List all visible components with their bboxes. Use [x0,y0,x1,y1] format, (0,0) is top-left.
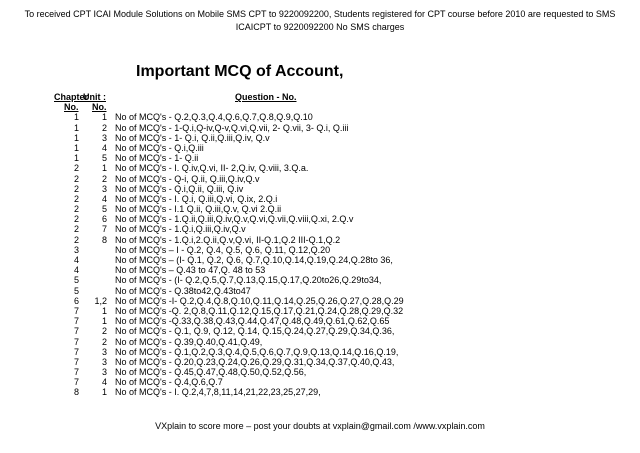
unit-cell: 1 [101,112,107,123]
questions-cell: No of MCQ's - 1- Q.i, Q.ii,Q.iii,Q.iv, Q.v [115,132,270,143]
chapter-cell: 1 [73,122,79,133]
questions-cell: No of MCQ's - 1.Q.i,Q.iii,Q.iv,Q.v [115,224,246,235]
chapter-cell: 4 [73,255,79,265]
unit-cell: 1 [101,163,107,174]
chapter-cell: 1 [73,112,79,123]
question-header: Question - No. [235,92,297,102]
unit-cell: 1 [101,316,107,327]
unit-cell: 1 [101,387,107,398]
questions-cell: No of MCQ's - Q.45,Q.47,Q.48,Q.50,Q.52,Q.56, [115,367,307,378]
questions-cell: No of MCQ's - Q.i,Q.iii [115,142,204,153]
questions-cell: No of MCQ's - Q.2,Q.3,Q.4,Q.6,Q.7,Q.8,Q.9,Q.10 [115,112,313,123]
chapter-cell: 2 [73,224,79,235]
questions-cell: No of MCQ's - Q.39,Q.40,Q.41,Q.49, [115,336,263,347]
unit-cell: 3 [101,132,107,143]
chapter-cell: 2 [73,193,79,204]
questions-cell: No of MCQ's - Q.i,Q.ii, Q.iii, Q.iv [115,183,244,194]
chapter-cell: 2 [73,234,79,245]
unit-no-header: No. [92,102,107,113]
unit-cell: 4 [101,377,107,388]
unit-cell: 1 [101,305,107,316]
questions-cell: No of MCQ's - I. Q.iv,Q.vi, II- 2,Q.iv, Q.viii, 3.Q.a. [115,163,309,174]
questions-cell: No of MCQ's - 1.Q.i,2.Q.ii,Q.v,Q.vi, II-Q.1,Q.2 III-Q.1,Q.2 [115,234,341,245]
chapter-cell: 7 [73,336,79,347]
questions-cell: No of MCQ's - Q.20,Q.23,Q.24,Q.26,Q.29,Q.31,Q.34,Q.37,Q.40,Q.43, [115,356,395,367]
chapter-cell: 7 [73,346,79,357]
questions-cell: No of MCQ's – I - Q.2, Q.4, Q.5, Q.6, Q.11, Q.12,Q.20 [115,244,331,255]
footer-note: VXplain to score more – post your doubts at vxplain@gmail.com /www.vxplain.com [155,421,485,431]
chapter-cell: 7 [73,367,79,378]
unit-cell: 2 [101,336,107,347]
unit-cell: 3 [101,346,107,357]
unit-cell: 3 [101,183,107,194]
unit-cell: 4 [101,142,107,153]
chapter-cell: 3 [73,244,79,255]
questions-cell: No of MCQ's - I.1 Q.ii, Q.iii,Q.v, Q.vi 2.Q.ii [115,204,282,215]
chapter-cell: 2 [73,204,79,215]
chapter-header: Chapter [54,92,89,102]
unit-header: Unit : [83,92,106,102]
chapter-cell: 7 [73,326,79,337]
chapter-cell: 7 [73,316,79,327]
questions-cell: No of MCQ's - I. Q.i, Q.iii,Q.vi, Q.ix, 2.Q.i [115,193,278,204]
questions-cell: No of MCQ's - Q.38to42,Q.43to47 [115,285,251,296]
questions-cell: No of MCQ's - I. Q.2,4,7,8,11,14,21,22,23,25,27,29, [115,387,321,398]
questions-cell: No of MCQ's – Q.43 to 47,Q. 48 to 53 [115,265,266,276]
questions-cell: No of MCQ's - Q.1,Q.2,Q.3,Q.4,Q.5,Q.6,Q.7,Q.9,Q.13,Q.14,Q.16,Q.19, [115,346,399,357]
unit-cell: 3 [101,356,107,367]
chapter-cell: 6 [73,295,79,306]
chapter-cell: 7 [73,356,79,367]
questions-cell: No of MCQ's - Q.1, Q.9, Q.12, Q.14, Q.15,Q.24,Q.27,Q.29,Q.34,Q.36, [115,326,395,337]
questions-cell: No of MCQ's - 1.Q.ii,Q.iii,Q.iv,Q.v,Q.vi,Q.vii,Q.viii,Q.xi, 2.Q.v [115,214,354,225]
unit-cell: 6 [101,214,107,225]
chapter-no-header: No. [64,102,79,113]
unit-cell: 8 [101,234,107,245]
chapter-cell: 5 [73,285,79,296]
questions-cell: No of MCQ's – (I- Q.1, Q.2, Q.6, Q.7,Q.10,Q.14,Q.19,Q.24,Q.28to 36, [115,255,393,265]
questions-cell: No of MCQ's - Q-i, Q.ii, Q.iii,Q.iv,Q.v [115,173,260,184]
document-title: Important MCQ of Account, [136,63,344,80]
questions-cell: No of MCQ's -Q. 2,Q.8,Q.11,Q.12,Q.15,Q.17,Q.21,Q.24,Q.28,Q.29,Q.32 [115,305,404,316]
questions-cell: No of MCQ's - 1-Q.i,Q-iv,Q-v,Q.vi,Q.vii, 2- Q.vii, 3- Q.i, Q.iii [115,122,349,133]
chapter-cell: 8 [73,387,79,398]
chapter-cell: 7 [73,305,79,316]
unit-cell: 5 [101,153,107,164]
questions-cell: No of MCQ's -Q.33,Q.38,Q.43,Q.44,Q.47,Q.48,Q.49,Q.61,Q.62,Q.65 [115,316,390,327]
unit-cell: 3 [101,367,107,378]
questions-cell: No of MCQ's - (I- Q.2,Q.5,Q.7,Q.13,Q.15,Q.17,Q.20to26,Q.29to34, [115,275,382,286]
chapter-cell: 4 [73,265,79,276]
chapter-cell: 7 [73,377,79,388]
questions-cell: No of MCQ's - 1- Q.ii [115,153,199,164]
header-note: To received CPT ICAI Module Solutions on Mobile SMS CPT to 9220092200, Students registered for CPT course before 2010 are requested to SMS ICAICPT to 9220092200 No SMS charges [24,9,616,32]
chapter-cell: 1 [73,153,79,164]
chapter-cell: 2 [73,163,79,174]
chapter-cell: 2 [73,183,79,194]
questions-cell: No of MCQ's -I- Q.2,Q.4,Q.8,Q.10,Q.11,Q.14,Q.25,Q.26,Q.27,Q.28,Q.29 [115,295,404,306]
unit-cell: 2 [101,173,107,184]
unit-cell: 1,2 [94,295,107,306]
chapter-cell: 2 [73,173,79,184]
chapter-cell: 5 [73,275,79,286]
unit-cell: 4 [101,193,107,204]
unit-cell: 7 [101,224,107,235]
chapter-cell: 2 [73,214,79,225]
unit-cell: 2 [101,326,107,337]
unit-cell: 5 [101,204,107,215]
chapter-cell: 1 [73,142,79,153]
questions-cell: No of MCQ's - Q.4,Q.6,Q.7 [115,377,223,388]
chapter-cell: 1 [73,132,79,143]
unit-cell: 2 [101,122,107,133]
